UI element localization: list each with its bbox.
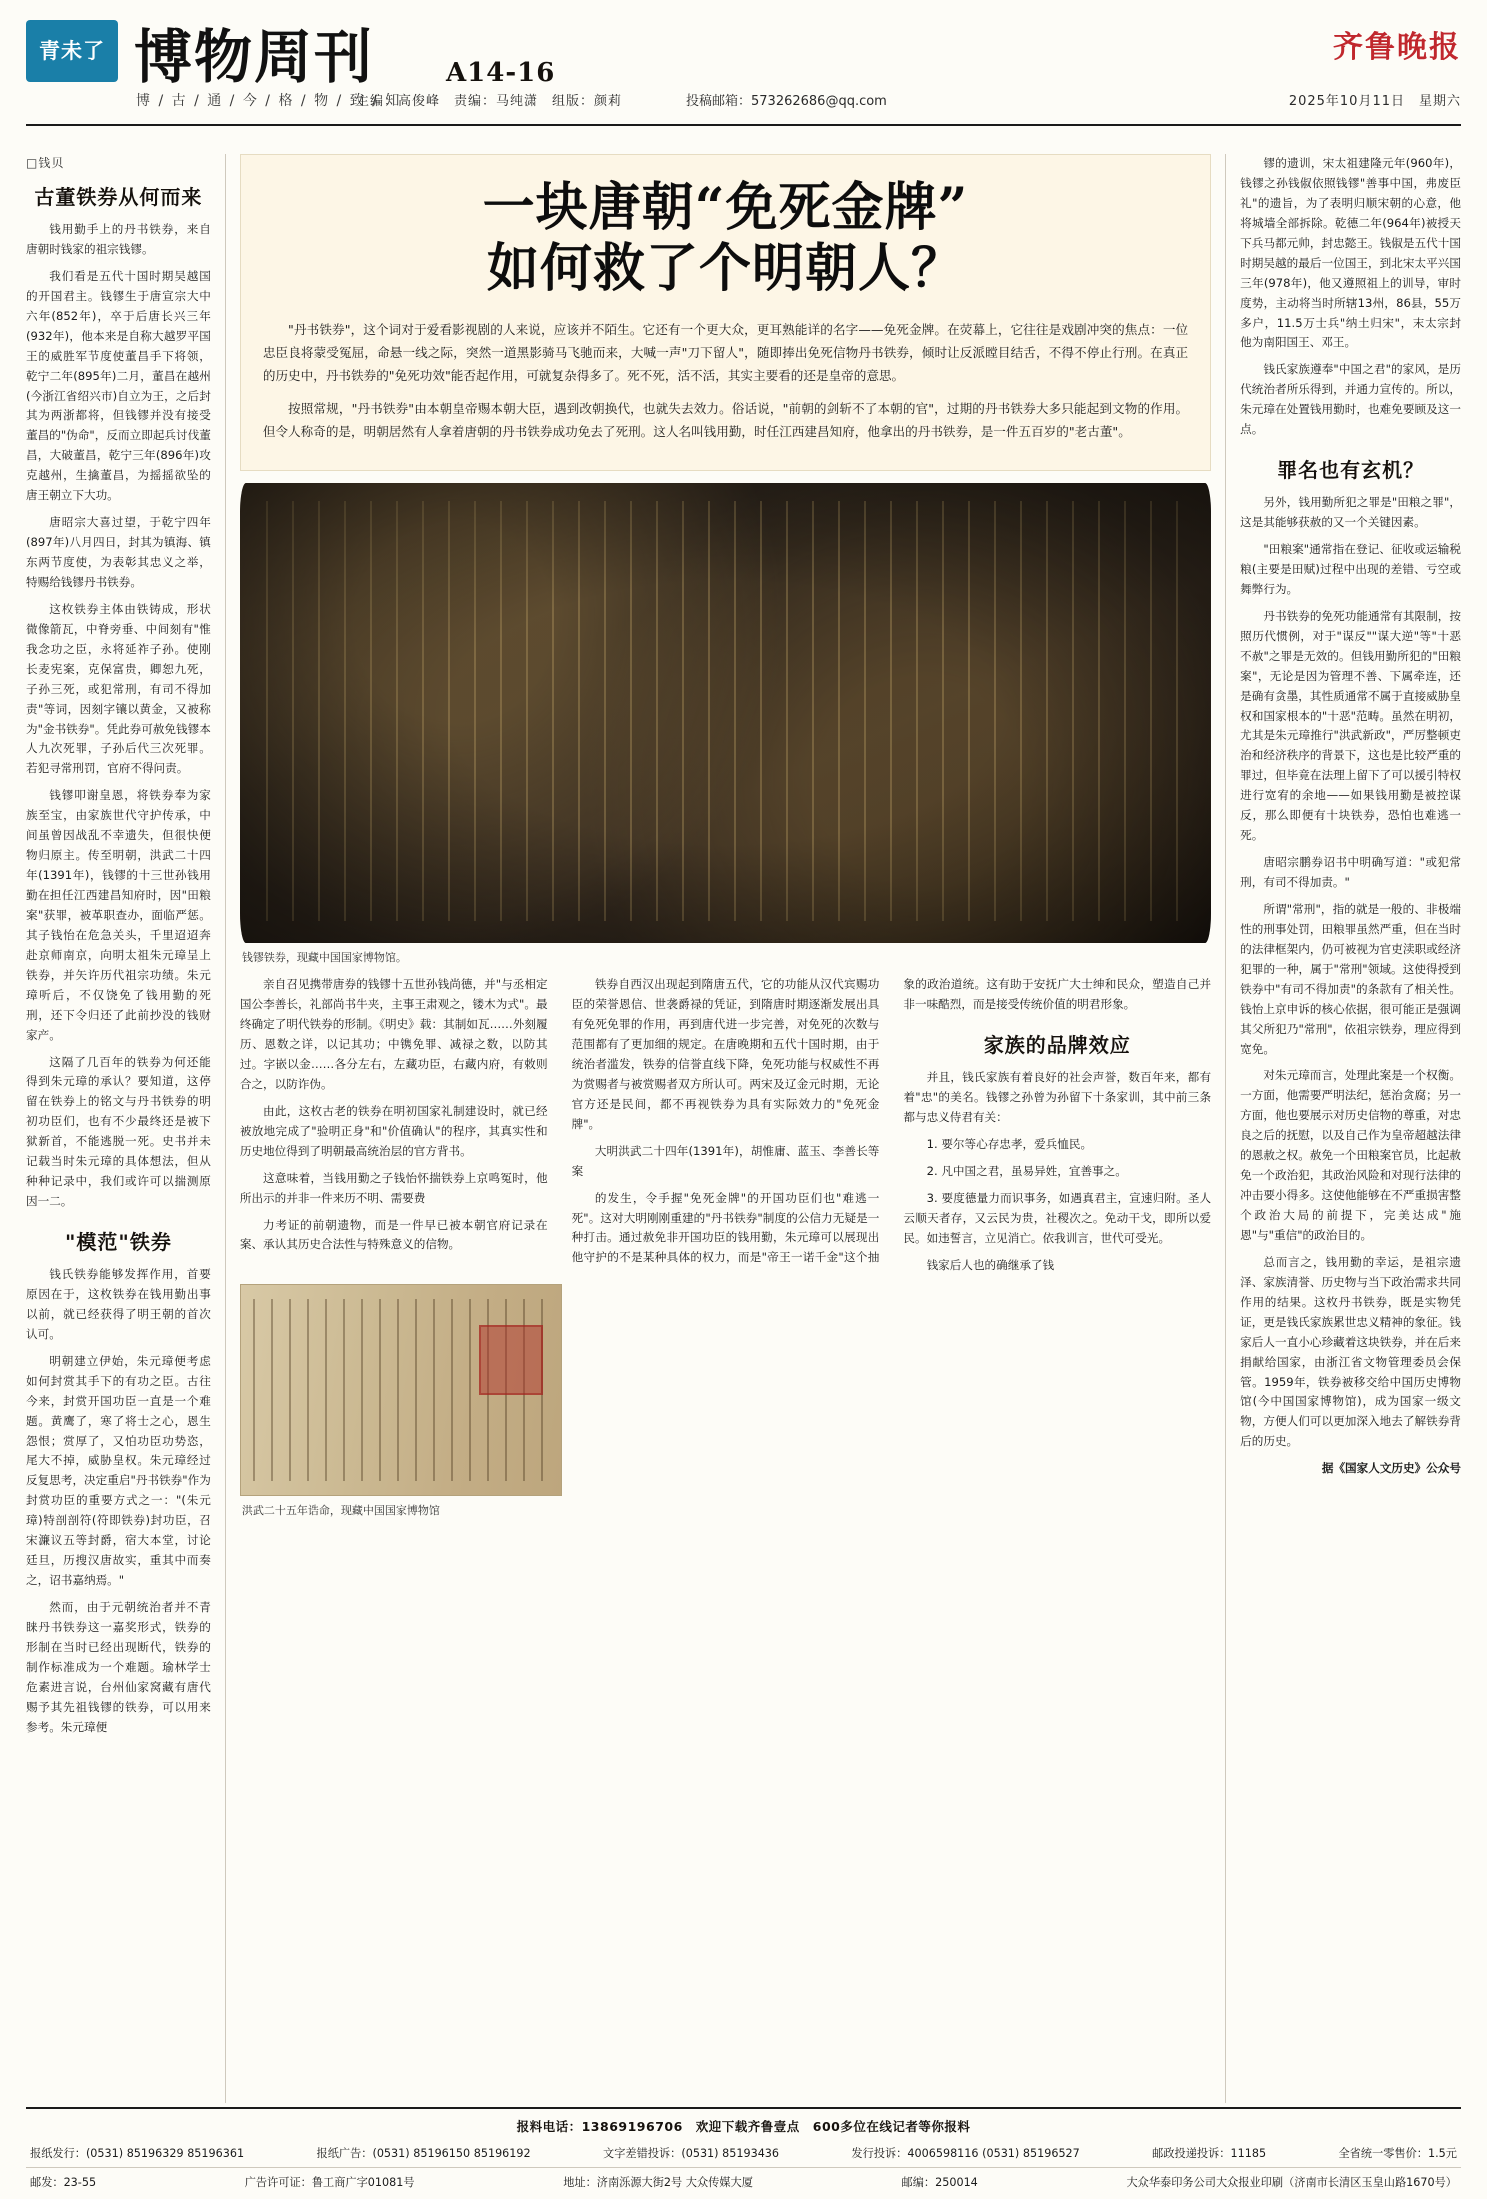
paragraph: 钱氏家族遵奉"中国之君"的家风，是历代统治者所乐得到，并通力宣传的。所以，朱元璋在处置钱用勤时，也难免要顾及这一点。 xyxy=(1240,362,1461,437)
paragraph: 力考证的前朝遗物，而是一件早已被本朝官府记录在案、承认其历史合法性与特殊意义的信物。 xyxy=(239,1217,548,1252)
iron-tally-photo xyxy=(240,483,1211,943)
footer-item: 报纸发行：(0531) 85196329 85196361 xyxy=(30,2147,245,2160)
footer-hotline: 报料电话：13869196706 欢迎下载齐鲁壹点 600多位在线记者等你报料 xyxy=(516,2119,971,2134)
paragraph: 钱镠叩谢皇恩，将铁券奉为家族至宝，由家族世代守护传承，中间虽曾因战乱不幸遗失，但很快便物归原主。传至明朝，洪武二十四年(1391年)，钱镠的十三世孙钱用勤在担任江西建昌知府时，因"田粮案"获罪，被革职查办，面临严惩。其子钱怡在危急关头，千里迢迢奔赴京师南京，向明太祖朱元璋呈上铁券，并矢许历代祖宗功绩。朱元璋听后，不仅饶免了钱用勤的死刑，还下令归还了此前抄没的钱财家产。 xyxy=(26,788,211,1042)
paragraph: 唐昭宗鹏券诏书中明确写道："或犯常刑，有司不得加责。" xyxy=(1240,855,1461,889)
paragraph: 这隔了几百年的铁券为何还能得到朱元璋的承认？要知道，这停留在铁券上的铭文与丹书铁券的明初功臣们，也有不少最终还是被下狱新首，不能逃脱一死。史书并未记载当时朱元璋的具体想法，但从种种记录中，我们或许可以揣测原因一二。 xyxy=(26,1054,211,1209)
page-range: A14-16 xyxy=(446,58,556,88)
publication-title: 博物周刊 xyxy=(134,23,375,91)
main-text-columns xyxy=(240,975,1211,1275)
paragraph: 3. 要度德量力而识事务，如遇真君主，宣速归附。圣人云顺天者存，又云民为贵，社稷次之。免动干戈，即所以爱民。如违誓言，立见消亡。依我训言，世代可受光。 xyxy=(903,1190,1212,1245)
footer-item: 地址：济南泺源大街2号 大众传媒大厦 xyxy=(563,2176,753,2189)
paragraph: 总而言之，钱用勤的幸运，是祖宗遗泽、家族清誉、历史物与当下政治需求共同作用的结果。这枚丹书铁券，既是实物凭证，更是钱氏家族累世忠义精神的象征。钱家后人一直小心珍藏着这块铁券，并在后来捐献给国家，由浙江省文物管理委员会保管。1959年，铁券被移交给中国历史博物馆(今中国国家博物馆)，成为国家一级文物，方便人们可以更加深入地去了解铁券背后的历史。 xyxy=(1240,1254,1461,1449)
paragraph: "田粮案"通常指在登记、征收或运输税粮(主要是田赋)过程中出现的差错、亏空或舞弊行为。 xyxy=(1240,542,1461,596)
paragraph: 2. 凡中国之君，虽易异姓，宜善事之。 xyxy=(926,1163,1127,1178)
paragraph: 明朝建立伊始，朱元璋便考虑如何封赏其手下的有功之臣。古往今来，封赏开国功臣一直是一个难题。黄鹰了，寒了将士之心，恩生怨恨；赏厚了，又怕功臣功势恣，尾大不掉，威胁皇权。朱元璋经过反复思考，决定重启"丹书铁券"作为封赏功臣的重要方式之一："(朱元璋)特剖剖符(符即铁券)封功臣，召宋濂议五等封爵，宿大本堂，讨论廷旦，历搜汉唐故实，重其中而奏之，诏书嘉纳焉。" xyxy=(26,1353,211,1588)
paragraph: 对朱元璋而言，处理此案是一个权衡。一方面，他需要严明法纪，惩治贪腐；另一方面，他也要展示对历史信物的尊重，对忠良之后的抚慰，以及自己作为皇帝超越法律的恩赦之权。赦免一个田粮案官员，比起赦免一个政治犯，其政治风险和对现行法律的冲击要小得多。这使他能够在不严重损害整个政治大局的前提下，完美达成"施恩"与"重信"的政治目的。 xyxy=(1240,1068,1461,1242)
paragraph: 钱用勤手上的丹书铁券，来自唐朝时钱家的祖宗钱镠。 xyxy=(26,222,211,256)
paragraph: 丹书铁券的免死功能通常有其限制，按照历代惯例，对于"谋反""谋大逆"等"十恶不赦"之罪是无效的。但钱用勤所犯的"田粮案"，无论是因为管理不善、下属牵连，还是确有贪墨，其性质通常不属于直接威胁皇权和国家根本的"十恶"范畴。虽然在明初，尤其是朱元璋推行"洪武新政"，严厉整顿吏治和经济秩序的背景下，这也是比较严重的罪过，但毕竟在法理上留下了可以援引特权进行宽宥的余地——如果钱用勤是被控谋反，那么即便有十块铁券，恐怕也难逃一死。 xyxy=(1240,608,1461,843)
footer-item: 发行投诉：4006598116 (0531) 85196527 xyxy=(851,2147,1080,2160)
footer-item: 广告许可证：鲁工商广字01081号 xyxy=(244,2176,415,2189)
photo-caption: 洪武二十五年诰命，现藏中国国家博物馆 xyxy=(241,1503,440,1517)
logo-badge xyxy=(26,20,118,82)
secondary-photo-figure xyxy=(240,1284,560,1518)
paragraph: 我们看是五代十国时期吴越国的开国君主。钱镠生于唐宣宗大中六年(852年)，卒于后唐长兴三年(932年)，他本来是自称大越罗平国王的威胜军节度使董昌手下将领，乾宁二年(895年)二月，董昌在越州(今浙江省绍兴市)自立为王，之后封其为两浙都将，但钱镠并没有接受董昌的"伪命"，反而立即起兵讨伐董昌，大破董昌，乾宁三年(896年)攻克越州，生擒董昌，为摇摇欲坠的唐王朝立下大功。 xyxy=(26,268,211,503)
footer-item: 报纸广告：(0531) 85196150 85196192 xyxy=(316,2147,531,2160)
section-heading-model-tally: "模范"铁券 xyxy=(65,1230,172,1254)
section-heading-family-brand: 家族的品牌效应 xyxy=(983,1033,1131,1058)
paragraph: 钱氏铁券能够发挥作用，首要原因在于，这枚铁券在钱用勤出事以前，就已经获得了明王朝的首次认可。 xyxy=(26,1267,211,1341)
lede-paragraph: "丹书铁券"，这个词对于爱看影视剧的人来说，应该并不陌生。它还有一个更大众，更耳熟能详的名字——免死金牌。在荧幕上，它往往是戏剧冲突的焦点：一位忠臣良将蒙受冤屈，命悬一线之际，突然一道黑影骑马飞驰而来，大喊一声"刀下留人"，随即捧出免死信物丹书铁券，倾时让反派瞠目结舌，不得不停止行刑。在真正的历史中，丹书铁券的"免死功效"能否起作用，可就复杂得多了。死不死，活不活，其实主要看的还是皇帝的意思。 xyxy=(262,321,1189,384)
footer-item: 邮政投递投诉：11185 xyxy=(1152,2147,1267,2160)
paragraph: 由此，这枚古老的铁券在明初国家礼制建设时，就已经被放地完成了"验明正身"和"价值确认"的程序，其真实性和历史地位得到了明朝最高统治层的官方背书。 xyxy=(239,1103,548,1158)
byline-kicker: □钱贝 xyxy=(26,156,65,170)
paragraph: 钱家后人也的确继承了钱 xyxy=(926,1257,1055,1272)
headline-line-2: 如何救了个明朝人？ xyxy=(487,238,965,300)
section-heading-charge: 罪名也有玄机？ xyxy=(1277,458,1425,483)
paragraph: 1. 要尔等心存忠孝，爱兵恤民。 xyxy=(926,1136,1093,1151)
section-heading-origin: 古董铁券从何而来 xyxy=(34,185,203,209)
masthead xyxy=(26,14,1461,126)
headline-block xyxy=(240,154,1211,471)
page-title xyxy=(263,177,1188,300)
logo-badge-text: 青未了 xyxy=(39,37,105,63)
photo-caption: 钱镠铁券，现藏中国国家博物馆。 xyxy=(241,951,407,965)
left-column xyxy=(26,154,226,2103)
footer-item: 全省统一零售价：1.5元 xyxy=(1338,2147,1457,2160)
footer-row-1 xyxy=(26,2143,1461,2163)
brand-logo: 齐鲁晚报 xyxy=(1333,30,1461,65)
paragraph: 所谓"常刑"，指的就是一般的、非极端性的刑事处罚，田粮罪虽然严重，但在当时的法律框架内，仍可被视为官吏渎职或经济犯罪的一种，属于"常刑"领域。这使得授到铁券中"有司不得加责"的条款有了相关性。钱怡上京申诉的核心依据，很可能正是强调其父所犯乃"常刑"，依祖宗铁券，理应得到宽免。 xyxy=(1240,901,1461,1056)
footer-divider xyxy=(26,2167,1461,2168)
main-column xyxy=(226,154,1225,2103)
page-content xyxy=(26,154,1461,2103)
footer-row-2 xyxy=(26,2172,1461,2192)
paragraph: 然而，由于元朝统治者并不青睐丹书铁券这一嘉奖形式，铁券的形制在当时已经出现断代，铁券的制作标准成为一个难题。瑜林学士危素进言说，台州仙家窝藏有唐代赐予其先祖钱镠的铁券，可以用来参考。朱元璋便 xyxy=(26,1600,211,1734)
masthead-subtitle: 博 / 古 / 通 / 今 / 格 / 物 / 致 / 知 xyxy=(136,93,402,109)
paragraph: 大明洪武二十四年(1391年)，胡惟庸、蓝玉、李善长等案 xyxy=(571,1143,880,1178)
headline-line-1: 一块唐朝“免死金牌” xyxy=(482,177,969,238)
footer-item: 大众华泰印务公司大众报业印刷（济南市长清区玉皇山路1670号） xyxy=(1126,2176,1457,2189)
paragraph: 这意味着，当钱用勤之子钱怡怀揣铁券上京鸣冤时，他所出示的并非一件来历不明、需要费 xyxy=(239,1170,548,1205)
article-source: 据《国家人文历史》公众号 xyxy=(1321,1461,1461,1476)
paragraph: 这枚铁券主体由铁铸成，形状微像箭瓦，中脊旁垂、中间刻有"惟我念功之臣，永将延祚子孙。使刚长麦宪案，克保富贵，卿恕九死，子孙三死，或犯常刑，有司不得加责"等词，因刻字镶以黄金，又被称为"金书铁券"。凭此券可赦免钱镠本人九次死罪，子孙后代三次死罪。若犯寻常刑罚，官府不得问责。 xyxy=(26,601,211,776)
footer-item: 邮发：23-55 xyxy=(30,2176,97,2189)
paragraph: 并且，钱氏家族有着良好的社会声誉，数百年来，都有着"忠"的美名。钱镠之孙曾为孙留下十条家训，其中前三条都与忠义侍君有关： xyxy=(903,1070,1212,1124)
masthead-credits: 主编：高俊峰 责编：马纯潇 组版：颜莉 xyxy=(356,94,623,109)
masthead-email: 投稿邮箱：573262686@qq.com xyxy=(686,94,887,109)
paragraph: 镠的遗训，宋太祖建隆元年(960年)，钱镠之孙钱俶依照钱镠"善事中国，弗废臣礼"的遗旨，为了表明归顺宋朝的心意，他将城墙全部拆除。乾德二年(964年)被授天下兵马都元帅，封忠懿王。钱俶是五代十国时期吴越的最后一位国王，到北宋太平兴国三年(978年)，他又遵照祖上的训导，审时度势，主动将当时所辖13州，86县，55万多户，11.5万士兵"纳土归宋"，末太宗封他为南阳国王、邓王。 xyxy=(1240,156,1461,350)
paragraph: 另外，钱用勤所犯之罪是"田粮之罪"，这是其能够获赦的又一个关键因素。 xyxy=(1240,495,1461,530)
paragraph: 铁券自西汉出现起到隋唐五代，它的功能从汉代宾赐功臣的荣誉恩信、世袭爵禄的凭证，到隋唐时期逐渐发展出具有免死免罪的作用，再到唐代进一步完善，对免死的次数与范围都有了更加细的规定。在唐晚期和五代十国时期，由于统治者滥发，铁券的信誉直线下降，免死功能与权威性不再为赏赐者与被赏赐者双方所认可。两宋及辽金元时期，无论官方还是民间，都不再视铁券为具有实际效力的"免死金牌"。 xyxy=(571,977,880,1131)
paragraph: 的发生，令手握"免死金牌"的开国功臣们也"难逃一死"。这对大明刚刚重建的"丹书铁券"制度的公信力无疑是一种打击。通过赦免非开国功臣的钱用勤，朱元璋可以展现出他守护的不是某种具体的权力，而是"帝王一诺千金"这个抽象的政治道统。这有助于安抚广大士绅和民众，塑造自己并非一味酷烈，而是接受传统价值的明君形象。 xyxy=(571,977,1212,1265)
footer-item: 邮编：250014 xyxy=(901,2176,978,2189)
main-photo-figure xyxy=(240,483,1211,965)
page-footer xyxy=(26,2107,1461,2199)
footer-item: 文字差错投诉：(0531) 85193436 xyxy=(603,2147,780,2160)
masthead-date: 2025年10月11日 星期六 xyxy=(1288,94,1461,109)
paragraph: 亲自召见携带唐券的钱镠十五世孙钱尚德，并"与丞相定国公李善长，礼部尚书牛夹，主事王肃观之，镂木为式"。最终确定了明代铁券的形制。《明史》载：其制如瓦……外刻履历、恩数之详，以记其功；中镌免罪、减禄之数，以防其过。字嵌以金……各分左右，左藏功臣，右藏内府，有敕则合之，以防诈伪。 xyxy=(239,977,548,1091)
imperial-decree-photo xyxy=(240,1284,562,1496)
newspaper-page xyxy=(0,14,1487,2199)
paragraph: 唐昭宗大喜过望，于乾宁四年(897年)八月四日，封其为镇海、镇东两节度使，为表彰其忠义之举，特赐给钱镠丹书铁券。 xyxy=(26,515,211,589)
right-column xyxy=(1225,154,1461,2103)
lede-paragraph: 按照常规，"丹书铁券"由本朝皇帝赐本朝大臣，遇到改朝换代，也就失去效力。俗话说，"前朝的剑斩不了本朝的官"，过期的丹书铁券大多只能起到文物的作用。但令人称奇的是，明朝居然有人拿着唐朝的丹书铁券成功免去了死刑。这人名叫钱用勤，时任江西建昌知府，他拿出的丹书铁券，是一件五百岁的"老古董"。 xyxy=(262,400,1189,439)
